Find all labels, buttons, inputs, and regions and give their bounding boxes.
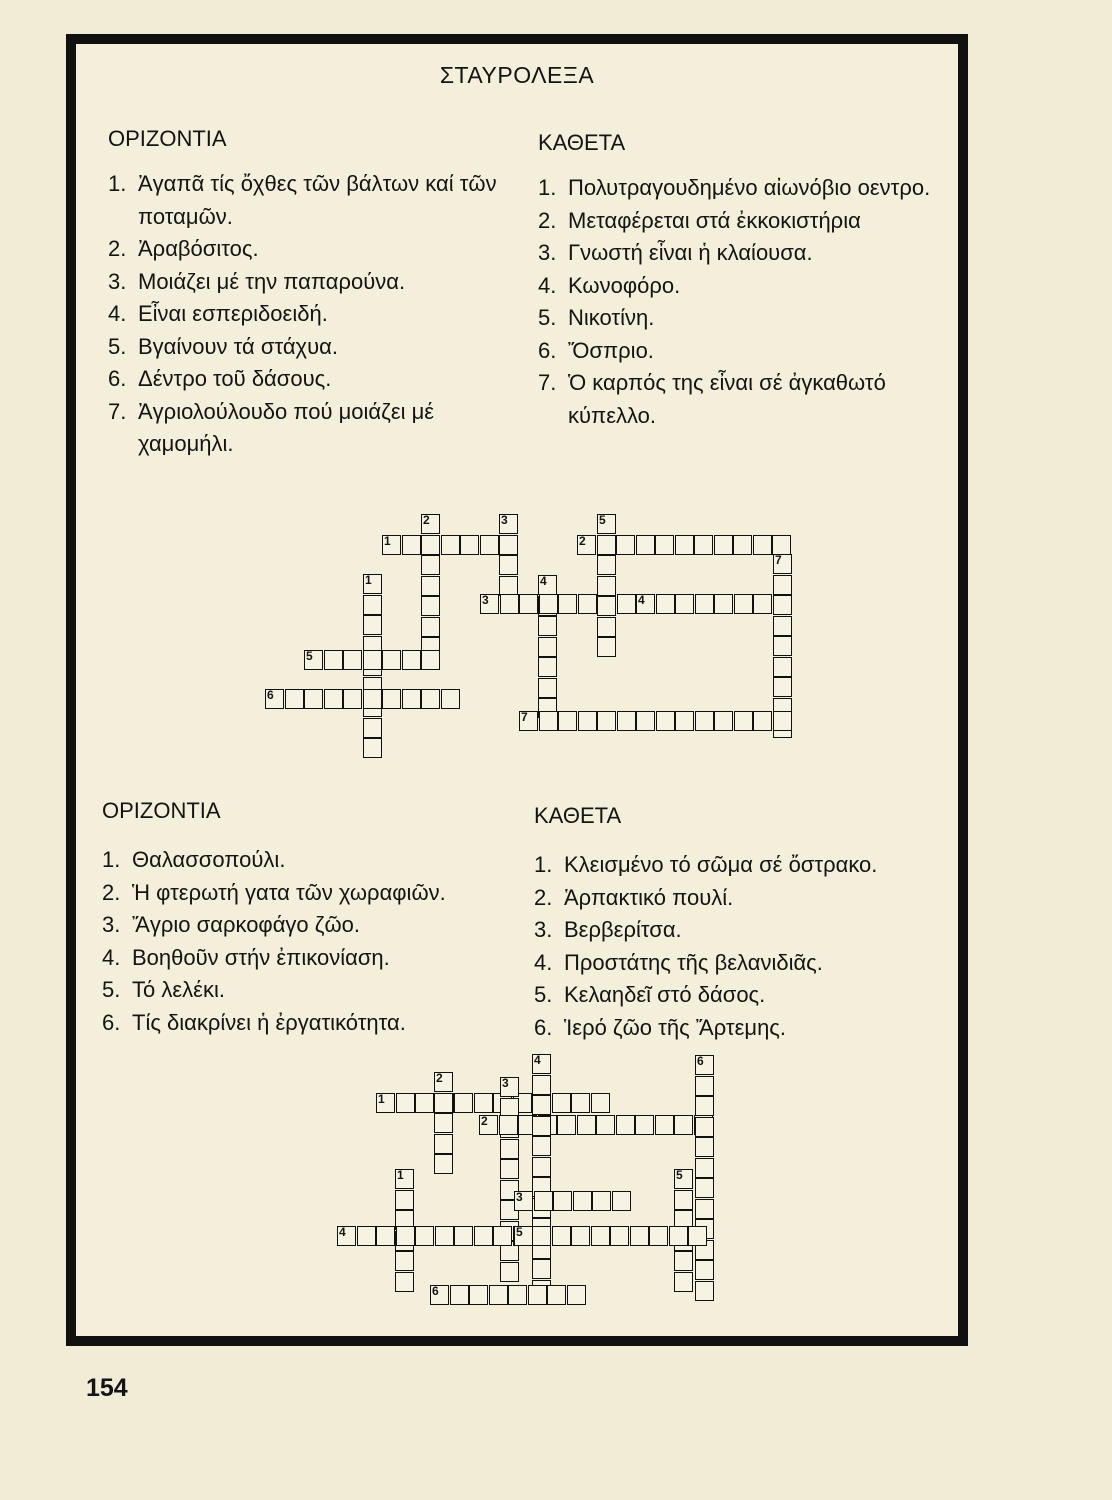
cell-number: 1 — [365, 573, 372, 587]
cell-number: 5 — [676, 1168, 683, 1182]
crossword-cell[interactable] — [695, 1178, 714, 1198]
crossword-cell[interactable] — [674, 1169, 693, 1189]
crossword-cell[interactable] — [553, 1191, 572, 1211]
cell-number: 4 — [339, 1225, 346, 1239]
crossword-cell[interactable] — [434, 1113, 453, 1133]
crossword-cell[interactable] — [421, 555, 440, 575]
clue-number: 5. — [538, 305, 557, 330]
crossword-cell[interactable] — [597, 514, 616, 534]
puzzle2-down-clue-1 — [534, 849, 964, 882]
cell-number: 3 — [501, 513, 508, 527]
crossword-cell[interactable] — [558, 594, 577, 614]
crossword-cell[interactable] — [773, 554, 792, 574]
crossword-cell[interactable] — [773, 657, 792, 677]
puzzle2-down-clue-5 — [534, 979, 964, 1012]
crossword-cell[interactable] — [402, 689, 421, 709]
clue-text: Κλεισμένο τό σῶμα σέ ὄστρακο. — [564, 852, 878, 877]
puzzle1-down-heading: ΚΑΘΕΤΑ — [538, 130, 626, 155]
crossword-cell[interactable] — [655, 1115, 674, 1135]
crossword-cell[interactable] — [415, 1093, 434, 1113]
puzzle1-down-clue-7 — [538, 367, 963, 432]
crossword-cell[interactable] — [635, 1115, 654, 1135]
crossword-cell[interactable] — [363, 574, 382, 594]
crossword-cell[interactable] — [674, 1115, 693, 1135]
crossword-cell[interactable] — [695, 1281, 714, 1301]
clue-number: 4. — [534, 949, 553, 975]
clue-number: 2. — [538, 207, 557, 233]
puzzle1-down-clue-3 — [538, 237, 963, 270]
puzzle2-down-heading: ΚΑΘΕΤΑ — [534, 803, 622, 828]
crossword-cell[interactable] — [500, 1077, 519, 1097]
crossword-cell[interactable] — [421, 514, 440, 534]
clue-text: Θαλασσοπούλι. — [132, 847, 286, 872]
crossword-cell[interactable] — [695, 1117, 714, 1137]
clue-text: Βερβερίτσα. — [564, 917, 682, 942]
clue-number: 3. — [538, 240, 557, 265]
crossword-cell[interactable] — [773, 636, 792, 656]
crossword-cell[interactable] — [577, 535, 596, 555]
crossword-cell[interactable] — [695, 1199, 714, 1219]
puzzle1-down-clue-5 — [538, 302, 963, 335]
clue-number: 1. — [108, 171, 127, 196]
crossword-cell[interactable] — [441, 689, 460, 709]
crossword-cell[interactable] — [773, 575, 792, 595]
crossword-cell[interactable] — [460, 535, 479, 555]
crossword-cell[interactable] — [421, 689, 440, 709]
cell-number: 3 — [502, 1076, 509, 1090]
crossword-cell[interactable] — [617, 594, 636, 614]
crossword-cell[interactable] — [395, 1169, 414, 1189]
cell-number: 2 — [579, 534, 586, 548]
crossword-cell[interactable] — [434, 1154, 453, 1174]
crossword-cell[interactable] — [454, 1226, 473, 1246]
crossword-cell[interactable] — [508, 1285, 527, 1305]
crossword-cell[interactable] — [714, 594, 733, 614]
crossword-cell[interactable] — [532, 1116, 551, 1136]
puzzle1-down-clue-1 — [538, 172, 963, 205]
puzzle2-down-clue-6 — [534, 1012, 964, 1045]
crossword-cell[interactable] — [597, 555, 616, 575]
crossword-cell[interactable] — [499, 535, 518, 555]
crossword-cell[interactable] — [532, 1259, 551, 1279]
crossword-cell[interactable] — [695, 1158, 714, 1178]
crossword-cell[interactable] — [493, 1226, 512, 1246]
puzzle2-across-clue-6 — [102, 1007, 542, 1040]
crossword-cell[interactable] — [519, 711, 538, 731]
crossword-cell[interactable] — [421, 535, 440, 555]
crossword-cell[interactable] — [363, 738, 382, 758]
puzzle1-across-clue-5 — [108, 331, 518, 364]
cell-number: 1 — [384, 534, 391, 548]
crossword-cell[interactable] — [596, 1115, 615, 1135]
crossword-cell[interactable] — [499, 576, 518, 596]
puzzle2-across-clue-1 — [102, 844, 542, 877]
crossword-cell[interactable] — [617, 711, 636, 731]
puzzle1-across-clue-3 — [108, 266, 518, 299]
clue-text: Ὁ καρπός της εἶναι σέ ἀγκαθωτό κύπελλο. — [568, 370, 886, 428]
crossword-cell[interactable] — [304, 689, 323, 709]
crossword-cell[interactable] — [597, 711, 616, 731]
crossword-cell[interactable] — [597, 576, 616, 596]
crossword-cell[interactable] — [395, 1251, 414, 1271]
clue-number: 6. — [534, 1014, 553, 1040]
crossword-cell[interactable] — [396, 1093, 415, 1113]
crossword-cell[interactable] — [421, 617, 440, 637]
crossword-cell[interactable] — [499, 555, 518, 575]
crossword-cell[interactable] — [479, 1115, 498, 1135]
crossword-cell[interactable] — [363, 615, 382, 635]
cell-number: 6 — [432, 1284, 439, 1298]
crossword-cell[interactable] — [538, 575, 557, 595]
clue-number: 2. — [108, 236, 127, 261]
crossword-cell[interactable] — [395, 1190, 414, 1210]
crossword-cell[interactable] — [567, 1285, 586, 1305]
clue-number: 5. — [534, 982, 553, 1007]
cell-number: 4 — [638, 593, 645, 607]
crossword-cell[interactable] — [421, 650, 440, 670]
crossword-cell[interactable] — [674, 1251, 693, 1271]
clue-number: 4. — [538, 272, 557, 298]
clue-text: Ἡ φτερωτή γατα τῶν χωραφιῶν. — [132, 879, 446, 905]
crossword-cell[interactable] — [304, 650, 323, 670]
clue-number: 6. — [102, 1009, 121, 1035]
crossword-cell[interactable] — [415, 1226, 434, 1246]
cell-number: 3 — [516, 1190, 523, 1204]
crossword-cell[interactable] — [265, 689, 284, 709]
crossword-cell[interactable] — [649, 1226, 668, 1246]
clue-number: 5. — [102, 977, 121, 1002]
clue-text: Κωνοφόρο. — [568, 272, 681, 298]
crossword-cell[interactable] — [591, 1093, 610, 1113]
crossword-cell[interactable] — [337, 1226, 356, 1246]
cell-number: 1 — [378, 1092, 385, 1106]
puzzle2-down-clue-4 — [534, 947, 964, 980]
puzzle1-across-clue-7 — [108, 396, 518, 461]
crossword-cell[interactable] — [571, 1226, 590, 1246]
clue-number: 1. — [538, 175, 557, 200]
crossword-cell[interactable] — [528, 1285, 547, 1305]
puzzle1-across-clue-4 — [108, 298, 518, 331]
clue-text: Ὄσπριο. — [568, 337, 654, 363]
clue-text: Μοιάζει μέ την παπαρούνα. — [138, 268, 406, 294]
crossword-cell[interactable] — [499, 514, 518, 534]
crossword-cell[interactable] — [630, 1226, 649, 1246]
crossword-cell[interactable] — [675, 535, 694, 555]
crossword-cell[interactable] — [695, 711, 714, 731]
puzzle2-across-clue-3 — [102, 909, 542, 942]
crossword-cell[interactable] — [519, 594, 538, 614]
cell-number: 3 — [482, 593, 489, 607]
crossword-cell[interactable] — [547, 1285, 566, 1305]
crossword-cell[interactable] — [434, 1134, 453, 1154]
clue-text: Τό λελέκι. — [132, 977, 225, 1002]
puzzle1-across-clue-1 — [108, 168, 518, 233]
clue-number: 4. — [102, 944, 121, 970]
crossword-cell[interactable] — [343, 689, 362, 709]
clue-text: Ἀγαπᾶ τίς ὄχθες τῶν βάλτων καί τῶν ποταμῶν. — [138, 171, 497, 229]
clue-number: 1. — [102, 847, 121, 872]
clue-text: Εἶναι εσπεριδοειδή. — [138, 301, 328, 326]
clue-text: Μεταφέρεται στά ἐκκοκιστήρια — [568, 207, 861, 233]
clue-text: Κελαηδεῖ στό δάσος. — [564, 982, 766, 1007]
crossword-cell[interactable] — [558, 711, 577, 731]
crossword-cell[interactable] — [402, 535, 421, 555]
crossword-cell[interactable] — [434, 1072, 453, 1092]
puzzle1-across-list — [108, 168, 518, 461]
crossword-cell[interactable] — [656, 711, 675, 731]
clue-number: 3. — [102, 912, 121, 937]
clue-text: Ἁρπακτικό πουλί. — [564, 884, 734, 910]
crossword-cell[interactable] — [612, 1191, 631, 1211]
crossword-cell[interactable] — [674, 1190, 693, 1210]
puzzle2-across-clue-5 — [102, 974, 542, 1007]
crossword-cell[interactable] — [500, 594, 519, 614]
crossword-cell[interactable] — [538, 678, 557, 698]
puzzle2-down-list — [534, 849, 964, 1044]
crossword-cell[interactable] — [753, 594, 772, 614]
crossword-cell[interactable] — [469, 1285, 488, 1305]
puzzle1-down-clue-2 — [538, 205, 963, 238]
clue-text: Δέντρο τοῦ δάσους. — [138, 366, 332, 391]
crossword-cell[interactable] — [636, 535, 655, 555]
crossword-cell[interactable] — [363, 650, 382, 670]
crossword-cell[interactable] — [734, 711, 753, 731]
crossword-cell[interactable] — [532, 1226, 551, 1246]
crossword-cell[interactable] — [773, 711, 792, 731]
crossword-cell[interactable] — [597, 617, 616, 637]
cell-number: 2 — [481, 1114, 488, 1128]
crossword-cell[interactable] — [382, 535, 401, 555]
crossword-cell[interactable] — [674, 1272, 693, 1292]
crossword-cell[interactable] — [500, 1139, 519, 1159]
crossword-cell[interactable] — [514, 1226, 533, 1246]
crossword-cell[interactable] — [363, 689, 382, 709]
clue-text: Ἱερό ζῶο τῆς Ἄρτεμης. — [564, 1014, 787, 1040]
clue-number: 3. — [534, 917, 553, 942]
crossword-cell[interactable] — [532, 1095, 551, 1115]
crossword-cell[interactable] — [636, 594, 655, 614]
cell-number: 4 — [540, 574, 547, 588]
crossword-cell[interactable] — [324, 650, 343, 670]
crossword-cell[interactable] — [578, 711, 597, 731]
crossword-cell[interactable] — [376, 1093, 395, 1113]
crossword-cell[interactable] — [695, 1096, 714, 1116]
crossword-cell[interactable] — [499, 1115, 518, 1135]
crossword-cell[interactable] — [714, 535, 733, 555]
cell-number: 5 — [516, 1225, 523, 1239]
cell-number: 7 — [521, 710, 528, 724]
crossword-cell[interactable] — [480, 594, 499, 614]
cell-number: 5 — [599, 513, 606, 527]
crossword-cell[interactable] — [552, 1093, 571, 1113]
crossword-cell[interactable] — [733, 535, 752, 555]
crossword-cell[interactable] — [474, 1226, 493, 1246]
crossword-cell[interactable] — [753, 711, 772, 731]
crossword-cell[interactable] — [591, 1226, 610, 1246]
crossword-cell[interactable] — [454, 1093, 473, 1113]
cell-number: 2 — [436, 1071, 443, 1085]
cell-number: 6 — [697, 1054, 704, 1068]
crossword-cell[interactable] — [675, 594, 694, 614]
crossword-cell[interactable] — [695, 1260, 714, 1280]
crossword-cell[interactable] — [573, 1191, 592, 1211]
puzzle2-down-clue-2 — [534, 882, 964, 915]
clue-text: Ἀγριολούλουδο πού μοιάζει μέ χαμομήλι. — [138, 398, 435, 456]
crossword-cell[interactable] — [616, 1115, 635, 1135]
crossword-cell[interactable] — [534, 1191, 553, 1211]
cell-number: 1 — [397, 1168, 404, 1182]
crossword-cell[interactable] — [421, 596, 440, 616]
crossword-cell[interactable] — [688, 1226, 707, 1246]
puzzle1-across-clue-2 — [108, 233, 518, 266]
crossword-cell[interactable] — [402, 650, 421, 670]
puzzle1-down-list — [538, 172, 963, 432]
clue-text: Ἀραβόσιτος. — [138, 236, 259, 261]
crossword-cell[interactable] — [500, 1262, 519, 1282]
crossword-cell[interactable] — [597, 637, 616, 657]
crossword-cell[interactable] — [532, 1157, 551, 1177]
crossword-cell[interactable] — [773, 677, 792, 697]
puzzle2-across-clue-2 — [102, 877, 542, 910]
crossword-cell[interactable] — [357, 1226, 376, 1246]
cell-number: 2 — [423, 513, 430, 527]
clue-number: 2. — [102, 879, 121, 905]
crossword-cell[interactable] — [773, 616, 792, 636]
crossword-cell[interactable] — [441, 535, 460, 555]
page-title: ΣΤΑΥΡΟΛΕΞΑ — [439, 62, 595, 88]
puzzle2-down-clue-3 — [534, 914, 964, 947]
puzzle1-across-heading: ΟΡΙΖΟΝΤΙΑ — [108, 126, 227, 151]
crossword-cell[interactable] — [435, 1226, 454, 1246]
crossword-cell[interactable] — [376, 1226, 395, 1246]
crossword-cell[interactable] — [610, 1226, 629, 1246]
crossword-cell[interactable] — [571, 1093, 590, 1113]
crossword-cell[interactable] — [636, 711, 655, 731]
crossword-cell[interactable] — [655, 535, 674, 555]
crossword-cell[interactable] — [714, 711, 733, 731]
crossword-cell[interactable] — [578, 594, 597, 614]
clue-number: 7. — [108, 398, 127, 424]
puzzle2-across-clue-4 — [102, 942, 542, 975]
puzzle1-across-clue-6 — [108, 363, 518, 396]
crossword-cell[interactable] — [434, 1093, 453, 1113]
page-number: 154 — [86, 1374, 128, 1402]
clue-number: 4. — [108, 301, 127, 326]
crossword-cell[interactable] — [695, 594, 714, 614]
cell-number: 7 — [775, 553, 782, 567]
crossword-cell[interactable] — [538, 616, 557, 636]
clue-number: 6. — [108, 366, 127, 391]
crossword-cell[interactable] — [539, 594, 558, 614]
crossword-cell[interactable] — [343, 650, 362, 670]
crossword-cell[interactable] — [532, 1054, 551, 1074]
crossword-cell[interactable] — [695, 1137, 714, 1157]
crossword-cell[interactable] — [695, 1076, 714, 1096]
clue-number: 3. — [108, 268, 127, 294]
crossword-cell[interactable] — [382, 650, 401, 670]
clue-text: Τίς διακρίνει ἡ ἐργατικότητα. — [132, 1009, 406, 1035]
crossword-cell[interactable] — [773, 595, 792, 615]
crossword-cell[interactable] — [772, 535, 791, 555]
clue-number: 7. — [538, 370, 557, 395]
clue-text: Νικοτίνη. — [568, 305, 655, 330]
crossword-cell[interactable] — [430, 1285, 449, 1305]
cell-number: 5 — [306, 649, 313, 663]
puzzle2-across-heading: ΟΡΙΖΟΝΤΙΑ — [102, 798, 221, 823]
clue-text: Γνωστή εἶναι ἡ κλαίουσα. — [568, 240, 813, 265]
crossword-cell[interactable] — [675, 711, 694, 731]
clue-text: Βγαίνουν τά στάχυα. — [138, 333, 338, 359]
clue-number: 2. — [534, 884, 553, 910]
crossword-cell[interactable] — [695, 1055, 714, 1075]
puzzle2-across-list — [102, 844, 542, 1039]
crossword-cell[interactable] — [597, 596, 616, 616]
crossword-cell[interactable] — [421, 576, 440, 596]
crossword-cell[interactable] — [616, 535, 635, 555]
crossword-cell[interactable] — [552, 1226, 571, 1246]
crossword-cell[interactable] — [324, 689, 343, 709]
crossword-cell[interactable] — [514, 1191, 533, 1211]
crossword-cell[interactable] — [480, 535, 499, 555]
crossword-cell[interactable] — [532, 1075, 551, 1095]
puzzle1-down-clue-6 — [538, 335, 963, 368]
clue-number: 6. — [538, 337, 557, 363]
crossword-cell[interactable] — [396, 1226, 415, 1246]
crossword-cell[interactable] — [753, 535, 772, 555]
crossword-cell[interactable] — [557, 1115, 576, 1135]
clue-text: Προστάτης τῆς βελανιδιᾶς. — [564, 949, 823, 975]
crossword-cell[interactable] — [474, 1093, 493, 1113]
clue-text: Βοηθοῦν στήν ἐπικονίαση. — [132, 944, 390, 970]
crossword-cell[interactable] — [450, 1285, 469, 1305]
crossword-cell[interactable] — [538, 637, 557, 657]
crossword-cell[interactable] — [532, 1136, 551, 1156]
crossword-cell[interactable] — [538, 657, 557, 677]
crossword-cell[interactable] — [500, 1159, 519, 1179]
crossword-cell[interactable] — [669, 1226, 688, 1246]
crossword-cell[interactable] — [395, 1272, 414, 1292]
cell-number: 4 — [534, 1053, 541, 1067]
cell-number: 6 — [267, 688, 274, 702]
crossword-cell[interactable] — [597, 535, 616, 555]
crossword-cell[interactable] — [489, 1285, 508, 1305]
clue-text: Ἄγριο σαρκοφάγο ζῶο. — [132, 912, 360, 937]
crossword-cell[interactable] — [694, 535, 713, 555]
crossword-cell[interactable] — [577, 1115, 596, 1135]
clue-number: 1. — [534, 852, 553, 877]
clue-number: 5. — [108, 333, 127, 359]
crossword-cell[interactable] — [363, 718, 382, 738]
crossword-cell[interactable] — [539, 711, 558, 731]
crossword-cell[interactable] — [734, 594, 753, 614]
crossword-cell[interactable] — [363, 595, 382, 615]
crossword-frame — [66, 34, 968, 1346]
crossword-cell[interactable] — [382, 689, 401, 709]
clue-text: Πολυτραγουδημένο αἰωνόβιο οεντρο. — [568, 175, 931, 200]
crossword-cell[interactable] — [592, 1191, 611, 1211]
puzzle1-down-clue-4 — [538, 270, 963, 303]
crossword-cell[interactable] — [285, 689, 304, 709]
crossword-cell[interactable] — [656, 594, 675, 614]
